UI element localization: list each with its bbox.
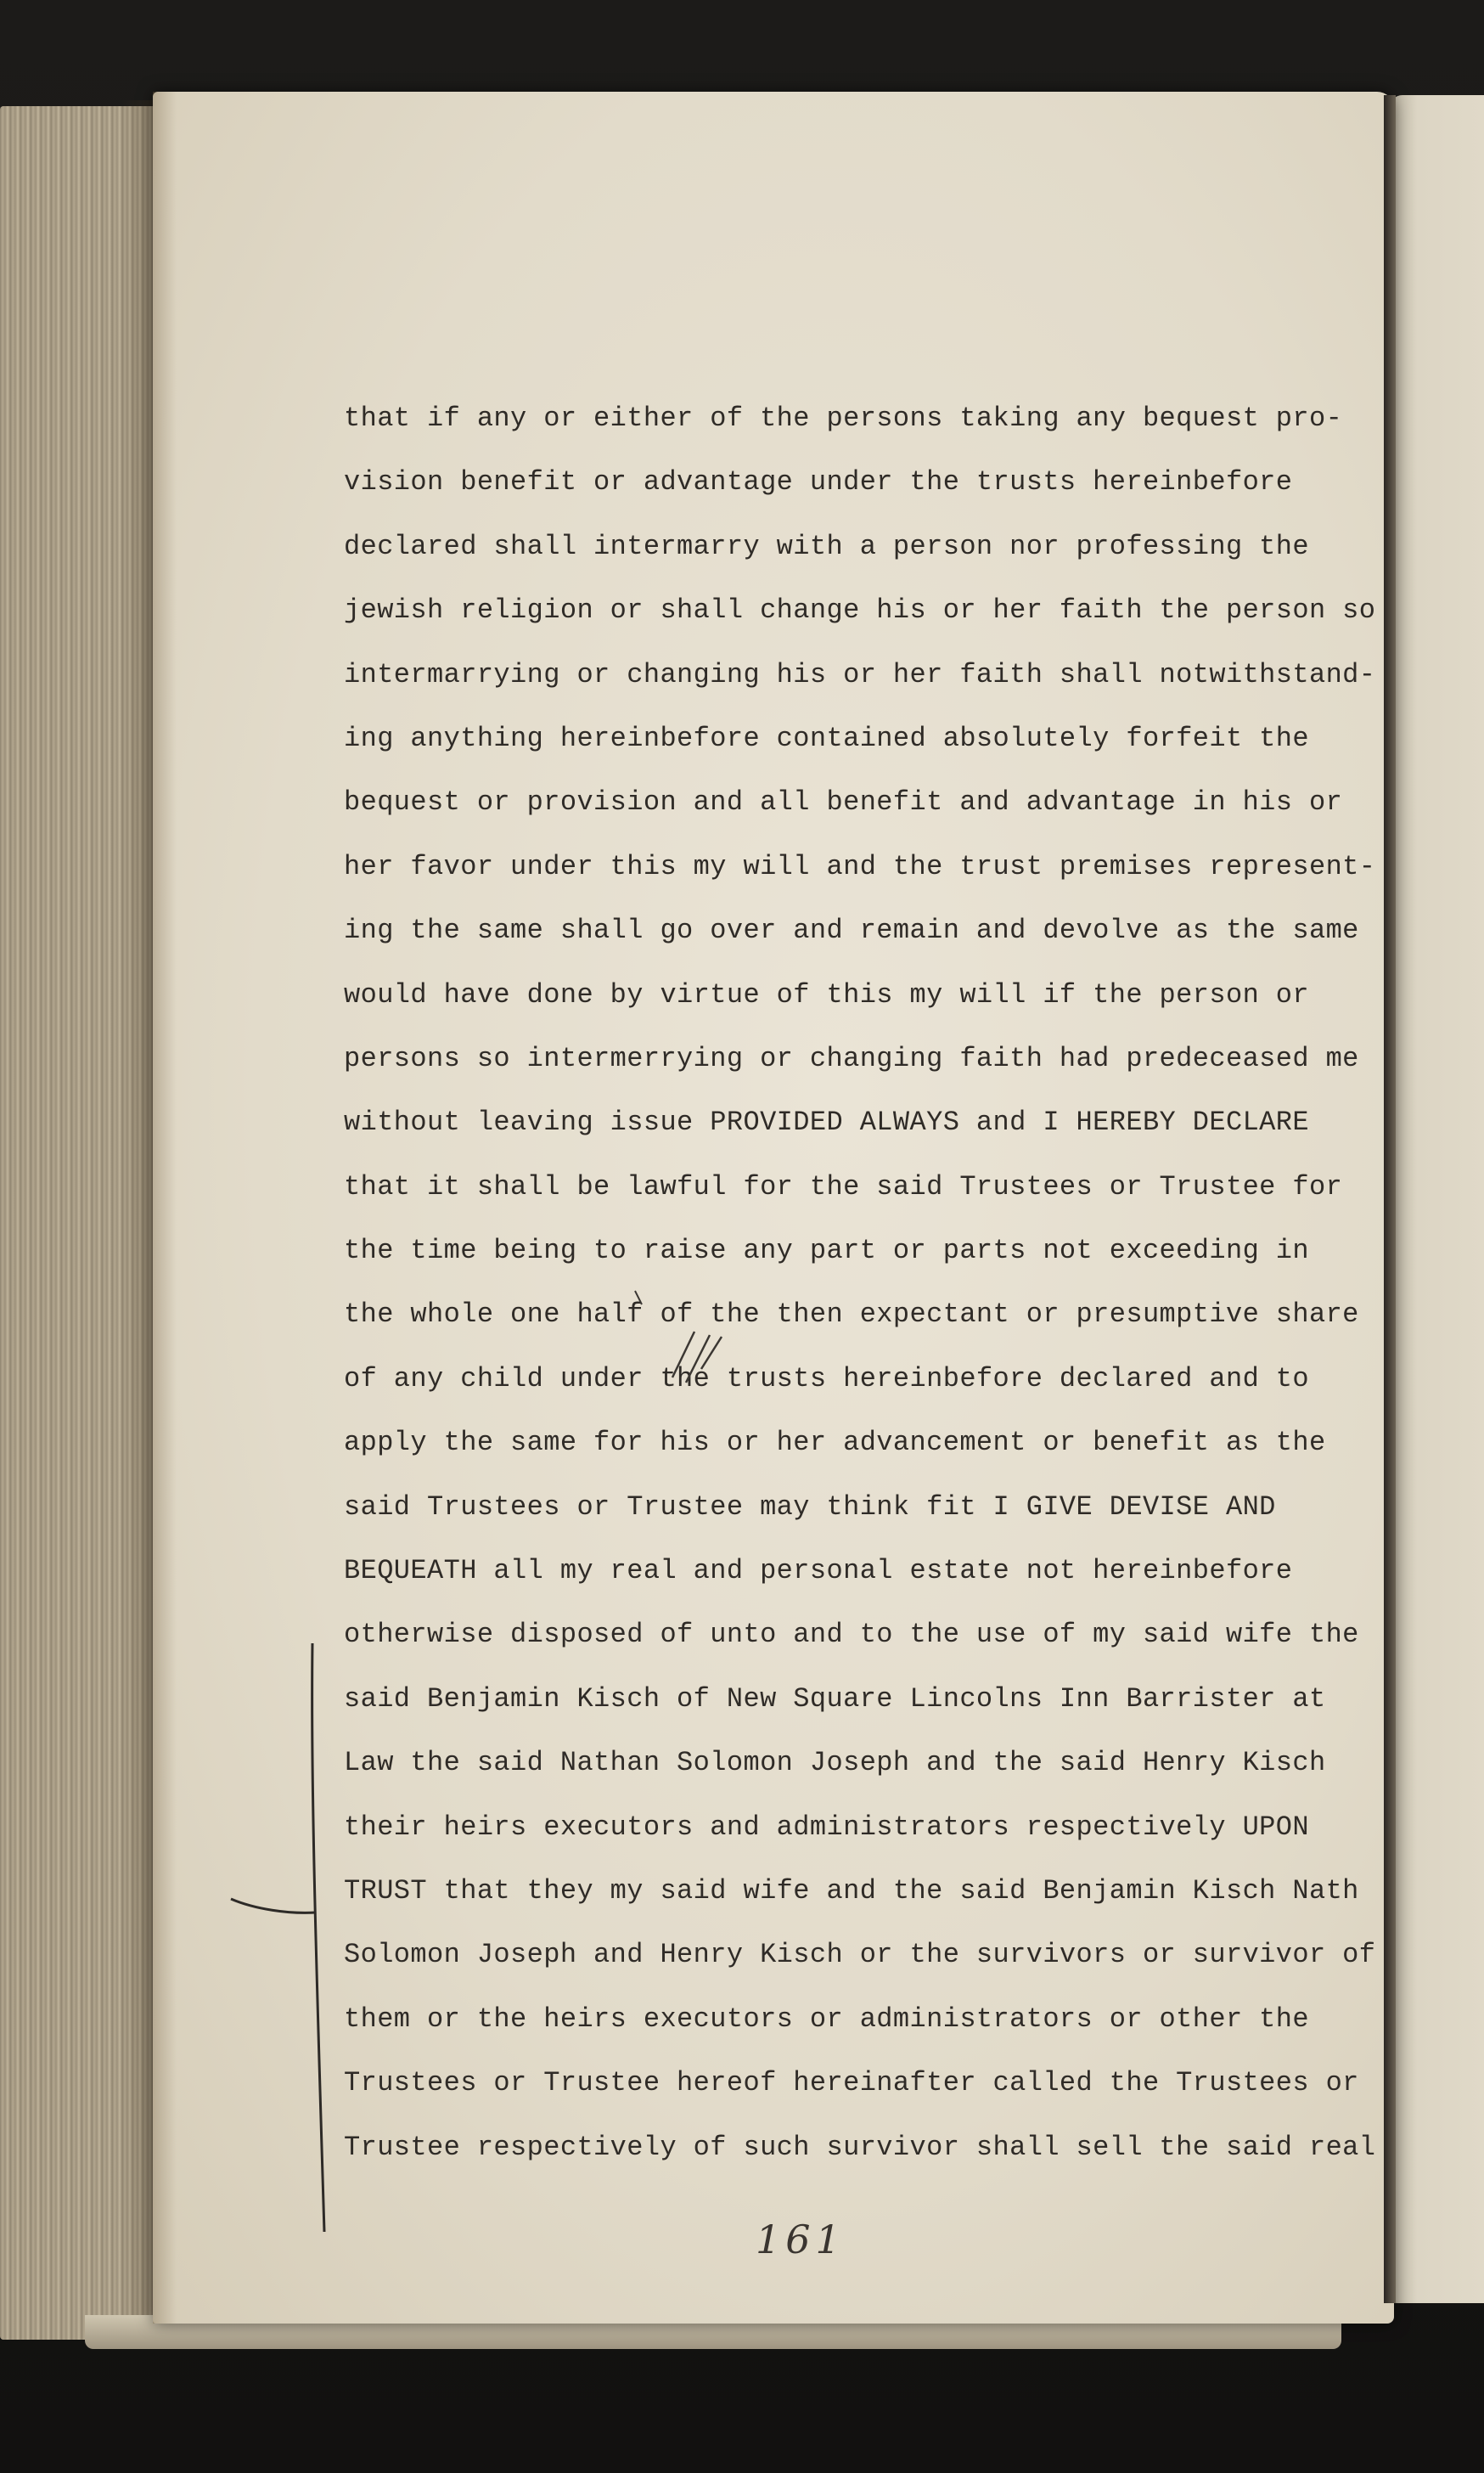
text-line: vision benefit or advantage under the trusts hereinbefore [344, 466, 1293, 499]
text-line: said Trustees or Trustee may think fit I GIVE DEVISE AND [344, 1490, 1276, 1523]
text-line: apply the same for his or her advancement or benefit as the [344, 1427, 1326, 1459]
margin-bracket-tick [231, 1899, 316, 1912]
text-line: Trustees or Trustee hereof hereinafter called the Trustees or [344, 2067, 1359, 2099]
text-line: said Benjamin Kisch of New Square Lincolns Inn Barrister at [344, 1682, 1326, 1715]
text-line: Trustee respectively of such survivor shall sell the said real [344, 2131, 1376, 2163]
margin-bracket-line [312, 1643, 324, 2232]
text-line: persons so intermerrying or changing faith had predeceased me [344, 1042, 1359, 1074]
text-line: intermarrying or changing his or her faith shall notwithstand- [344, 658, 1376, 690]
text-line: declared shall intermarry with a person nor professing the [344, 530, 1309, 562]
text-line: ing anything hereinbefore contained absolutely forfeit the [344, 722, 1309, 754]
text-line: them or the heirs executors or administrators or other the [344, 2003, 1309, 2035]
text-line: the whole one half of the then expectant or presumptive share [344, 1298, 1359, 1331]
text-line: would have done by virtue of this my will if the person or [344, 978, 1309, 1011]
text-line: BEQUEATH all my real and personal estate not hereinbefore [344, 1555, 1293, 1587]
text-line: that if any or either of the persons taking any bequest pro- [344, 403, 1343, 434]
page-folio-number: 161 [756, 2217, 846, 2262]
text-line: the time being to raise any part or parts not exceeding in [344, 1235, 1309, 1267]
text-line: ing the same shall go over and remain and devolve as the same [344, 915, 1359, 947]
text-line: their heirs executors and administrators respectively UPON [344, 1811, 1309, 1843]
text-line: jewish religion or shall change his or her faith the person so [344, 594, 1376, 627]
text-line: bequest or provision and all benefit and advantage in his or [344, 786, 1343, 819]
text-line: of any child under the trusts hereinbefore declared and to [344, 1362, 1309, 1394]
text-line: otherwise disposed of unto and to the use of my said wife the [344, 1619, 1359, 1651]
pencil-slash-mark [672, 1332, 722, 1383]
text-line: Law the said Nathan Solomon Joseph and the said Henry Kisch [344, 1747, 1326, 1779]
text-line: Solomon Joseph and Henry Kisch or the survivors or survivor of [344, 1939, 1376, 1971]
text-line: that it shall be lawful for the said Trustees or Trustee for [344, 1170, 1343, 1203]
text-line: her favor under this my will and the trust premises represent- [344, 850, 1376, 882]
text-line: without leaving issue PROVIDED ALWAYS and I HEREBY DECLARE [344, 1107, 1309, 1139]
text-line: TRUST that they my said wife and the said Benjamin Kisch Nath [344, 1874, 1359, 1907]
pencil-caret-mark [635, 1291, 642, 1304]
